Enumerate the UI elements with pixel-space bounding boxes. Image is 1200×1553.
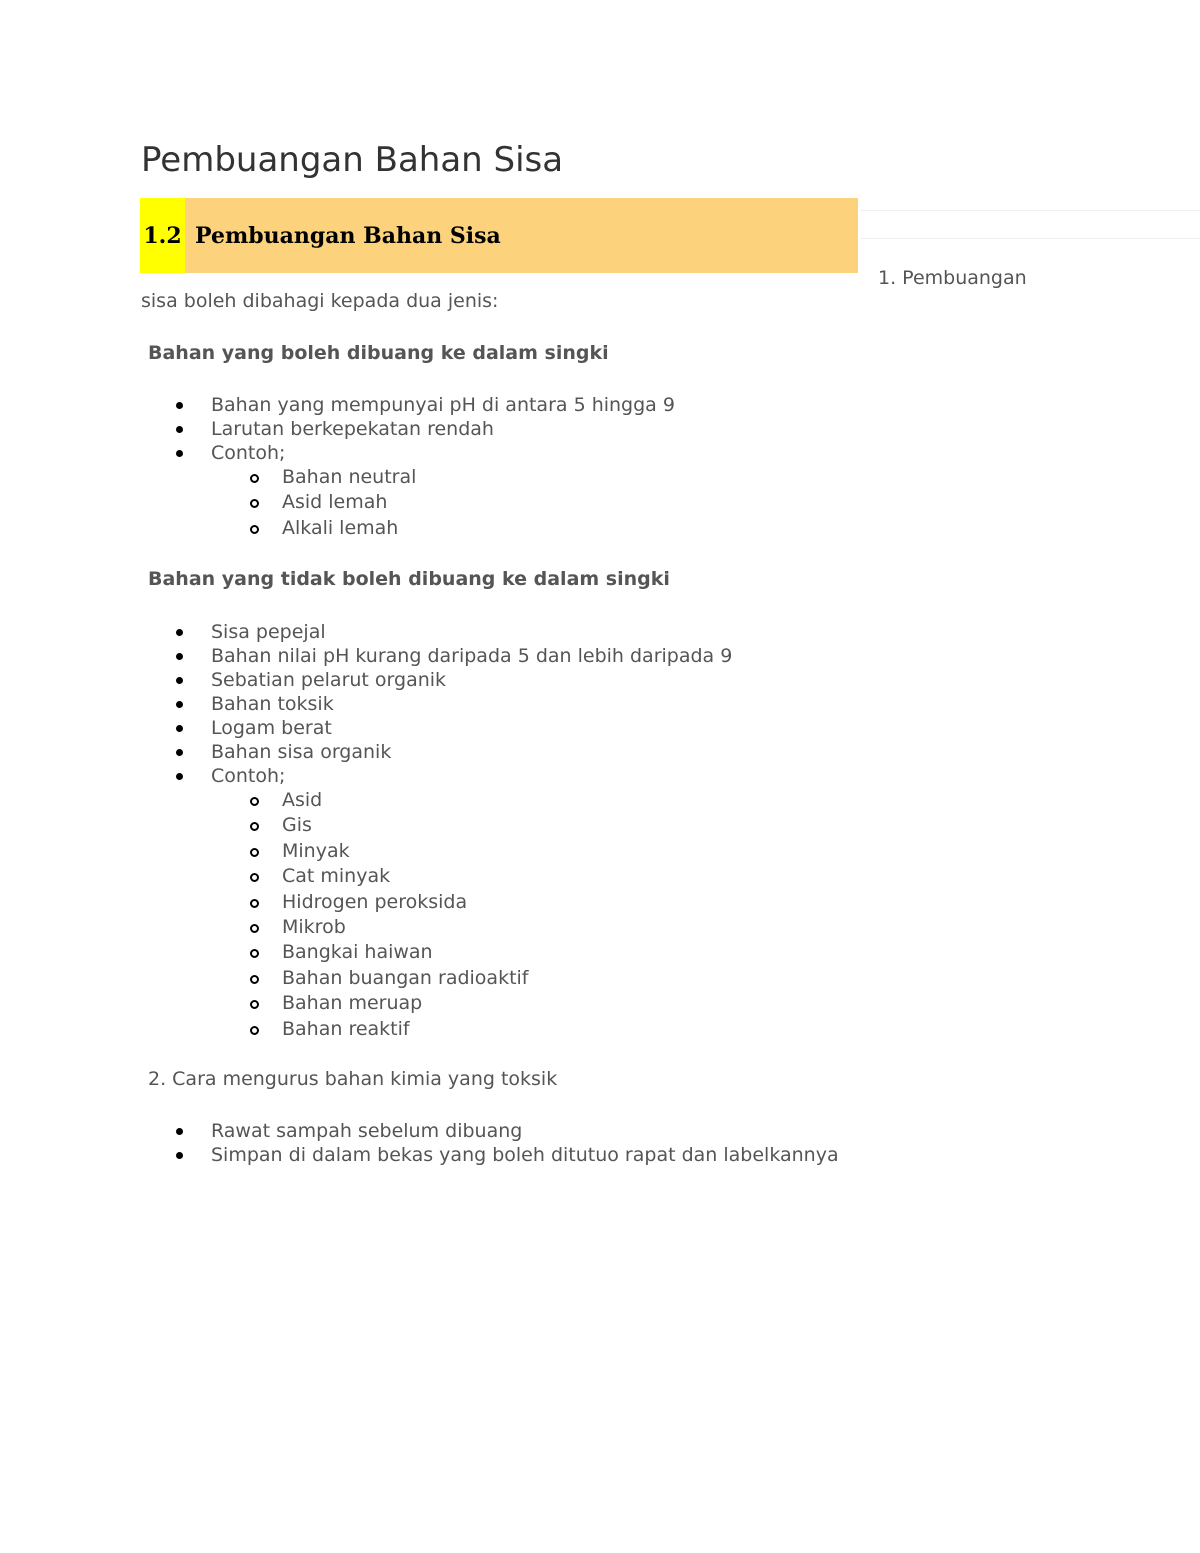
list-item: Bahan sisa organik (0, 740, 732, 764)
side-divider-top (860, 210, 1200, 211)
list-item: Contoh; (0, 764, 732, 788)
section2-list (0, 1119, 839, 1167)
list-item: Bahan nilai pH kurang daripada 5 dan lebih daripada 9 (0, 644, 732, 668)
list-item: Logam berat (0, 716, 732, 740)
sub-list-item: Bahan reaktif (0, 1017, 732, 1042)
list-item: Sisa pepejal (0, 620, 732, 644)
sub-list-item: Gis (0, 813, 732, 838)
list-item: Larutan berkepekatan rendah (0, 417, 675, 441)
list-item: Sebatian pelarut organik (0, 668, 732, 692)
sub-list-item: Alkali lemah (0, 516, 675, 541)
sub-list-item: Cat minyak (0, 864, 732, 889)
list-item: Contoh; (0, 441, 675, 465)
section-title: Pembuangan Bahan Sisa (195, 222, 501, 249)
sub-list-item: Bahan buangan radioaktif (0, 966, 732, 991)
sub-list-item: Bangkai haiwan (0, 940, 732, 965)
group1-list (0, 393, 675, 541)
sub-list-item: Mikrob (0, 915, 732, 940)
sub-list-item: Hidrogen peroksida (0, 890, 732, 915)
intro-text: sisa boleh dibahagi kepada dua jenis: (141, 290, 499, 312)
side-note: 1. Pembuangan (878, 267, 1027, 289)
section-header-bar (140, 198, 858, 273)
list-item: Rawat sampah sebelum dibuang (0, 1119, 839, 1143)
side-divider-bottom (860, 238, 1200, 239)
list-item: Bahan yang mempunyai pH di antara 5 hingga 9 (0, 393, 675, 417)
section-number: 1.2 (140, 198, 185, 273)
list-item: Simpan di dalam bekas yang boleh ditutuo rapat dan labelkannya (0, 1143, 839, 1167)
sub-list-item: Asid (0, 788, 732, 813)
group2-list (0, 620, 732, 1042)
list-item: Bahan toksik (0, 692, 732, 716)
sub-list-item: Bahan neutral (0, 465, 675, 490)
section2-heading: 2. Cara mengurus bahan kimia yang toksik (148, 1068, 558, 1090)
group2-heading: Bahan yang tidak boleh dibuang ke dalam singki (148, 568, 670, 590)
group1-heading: Bahan yang boleh dibuang ke dalam singki (148, 342, 609, 364)
sub-list-item: Minyak (0, 839, 732, 864)
sub-list-item: Bahan meruap (0, 991, 732, 1016)
sub-list-item: Asid lemah (0, 490, 675, 515)
document-title: Pembuangan Bahan Sisa (141, 140, 564, 180)
